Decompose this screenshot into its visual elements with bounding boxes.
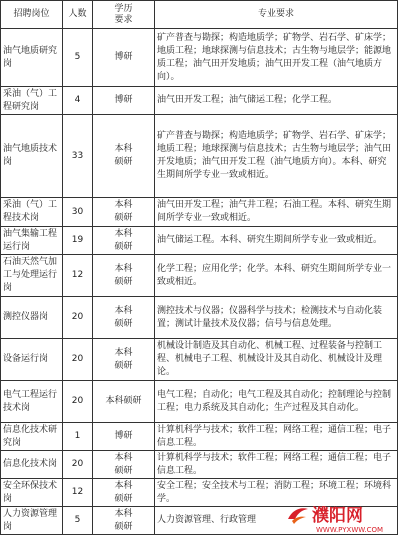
table-header-row: [1, 1, 398, 29]
site-watermark: [286, 499, 396, 539]
cell-position: 测控仪器岗: [1, 297, 63, 339]
cell-major: 化学工程；应用化学；化学。本科、研究生期间所学专业一致或相近。: [155, 255, 398, 297]
header-degree-label: 学历 要求: [114, 3, 133, 25]
table-row: [1, 198, 398, 227]
cell-count: 33: [63, 115, 93, 198]
table-row: [1, 115, 398, 198]
table-row: [1, 423, 398, 451]
cell-position: 采油（气）工程研究岗: [1, 87, 63, 115]
cell-count: 12: [63, 479, 93, 507]
cell-degree: 本科 硕研: [93, 115, 155, 198]
bird-logo-icon: [286, 503, 310, 527]
cell-degree: 博研: [93, 29, 155, 87]
cell-count: 20: [63, 381, 93, 423]
cell-count: 4: [63, 87, 93, 115]
cell-degree: 本科 硕研: [93, 297, 155, 339]
cell-degree: 本科 硕研: [93, 227, 155, 255]
cell-major: 测控技术与仪器；仪器科学与技术；检测技术与自动化装置；测试计量技术及仪器；信号与信息处理。: [155, 297, 398, 339]
cell-major: 矿产普查与勘探；构造地质学；矿物学、岩石学、矿床学；地质工程；地球探测与信息技术；古生物与地层学；能源地质工程；油气田开发地质；油气田开发工程（油气地质方向）。: [155, 29, 398, 87]
cell-degree: 博研: [93, 87, 155, 115]
cell-position: 信息化技术研究岗: [1, 423, 63, 451]
table-row: [1, 87, 398, 115]
cell-position: 油气地质技术岗: [1, 115, 63, 198]
cell-position: 采油（气）工程技术岗: [1, 198, 63, 227]
header-major: 专业要求: [155, 1, 398, 29]
watermark-url: WWW.PYXWW.COM: [316, 526, 384, 534]
cell-major: 人力资源管理、行政管理: [155, 507, 398, 535]
cell-major: 油气田开发工程；油气井工程；石油工程。本科、研究生期间所学专业一致或相近。: [155, 198, 398, 227]
cell-position: 油气地质研究岗: [1, 29, 63, 87]
cell-count: 1: [63, 423, 93, 451]
header-position: 招聘岗位: [1, 1, 63, 29]
header-count: 人数: [63, 1, 93, 29]
cell-count: 5: [63, 29, 93, 87]
cell-count: 30: [63, 198, 93, 227]
cell-major: 安全工程；安全技术与工程；消防工程；环境工程；环境科学。: [155, 479, 398, 507]
cell-count: 20: [63, 451, 93, 479]
table-body: [1, 29, 398, 535]
cell-position: 电气工程运行技术岗: [1, 381, 63, 423]
table-row: [1, 255, 398, 297]
cell-major: 机械设计制造及其自动化、机械工程、过程装备与控制工程、机械电子工程、机械设计及其自动化、机械设计及理论。: [155, 339, 398, 381]
cell-major: 计算机科学与技术；软件工程；网络工程；通信工程；电子信息工程。: [155, 451, 398, 479]
cell-position: 安全环保技术岗: [1, 479, 63, 507]
table-row: [1, 381, 398, 423]
cell-count: 20: [63, 339, 93, 381]
cell-position: 石油天然气加工与处理运行岗: [1, 255, 63, 297]
cell-degree: 本科 硕研: [93, 339, 155, 381]
cell-degree: 博研: [93, 423, 155, 451]
cell-count: 12: [63, 255, 93, 297]
table-row: [1, 339, 398, 381]
cell-degree: 本科 硕研: [93, 255, 155, 297]
cell-degree: 本科 硕研: [93, 507, 155, 535]
cell-major: 计算机科学与技术；软件工程；网络工程；通信工程；电子信息工程。: [155, 423, 398, 451]
table-row: [1, 451, 398, 479]
cell-position: 人力资源管理岗: [1, 507, 63, 535]
cell-count: 5: [63, 507, 93, 535]
header-degree: [93, 1, 155, 29]
cell-position: 设备运行岗: [1, 339, 63, 381]
cell-major: 油气储运工程。本科、研究生期间所学专业一致或相近。: [155, 227, 398, 255]
cell-degree: 本科 硕研: [93, 451, 155, 479]
cell-count: 19: [63, 227, 93, 255]
cell-major: 矿产普查与勘探；构造地质学；矿物学、岩石学、矿床学；地质工程；地球探测与信息技术；古生物与地层学；油气田开发地质；油气田开发工程（油气地质方向）。本科、研究生期间所学专业一致或相近。: [155, 115, 398, 198]
cell-count: 20: [63, 297, 93, 339]
watermark-title: 濮阳网: [312, 506, 363, 526]
cell-degree: 本科 硕研: [93, 198, 155, 227]
table-row: [1, 29, 398, 87]
cell-major: 电气工程；自动化；电气工程及其自动化；控制理论与控制工程；电力系统及其自动化；生产过程及其自动化。: [155, 381, 398, 423]
cell-degree: 本科硕研: [93, 381, 155, 423]
cell-position: 信息化技术岗: [1, 451, 63, 479]
cell-position: 油气集输工程运行岗: [1, 227, 63, 255]
table-row: [1, 297, 398, 339]
table-row: [1, 227, 398, 255]
cell-degree: 本科 硕研: [93, 479, 155, 507]
cell-major: 油气田开发工程；油气储运工程；化学工程。: [155, 87, 398, 115]
